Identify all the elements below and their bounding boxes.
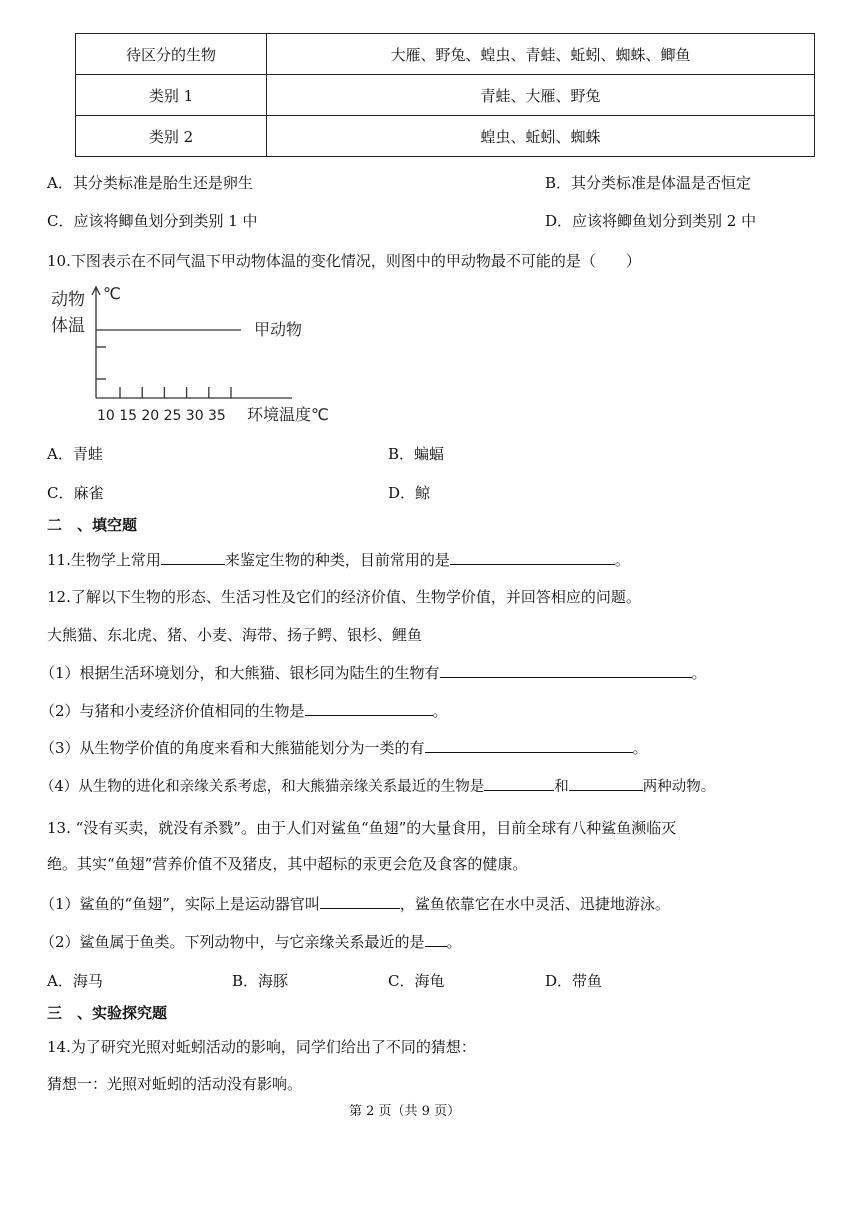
q11-text-a: 11.生物学上常用 xyxy=(47,551,161,569)
x-tick-label: 25 xyxy=(163,408,182,424)
q13-option-c: C．海龟 xyxy=(388,972,445,990)
q10-option-a: A．青蛙 xyxy=(47,445,103,463)
q13-part1-text-a: （1）鲨鱼的“鱼翅”，实际上是运动器官叫 xyxy=(40,895,320,913)
q12-part1-text: （1）根据生活环境划分，和大熊猫、银杉同为陆生的生物有 xyxy=(40,664,440,682)
q10-option-b: B．蝙蝠 xyxy=(388,445,445,463)
q14-stem: 14.为了研究光照对蚯蚓活动的影响，同学们给出了不同的猜想： xyxy=(47,1038,476,1056)
q12-part1 xyxy=(40,662,707,683)
x-tick-label: 30 xyxy=(185,408,204,424)
q13-part2-text: （2）鲨鱼属于鱼类。下列动物中，与它亲缘关系最近的是 xyxy=(40,933,425,951)
answer-blank[interactable] xyxy=(484,775,554,791)
q13-part2 xyxy=(40,931,462,952)
classification-table xyxy=(75,33,815,157)
q12-stem: 12.了解以下生物的形态、生活习性及它们的经济价值、生物学价值，并回答相应的问题。 xyxy=(47,588,641,606)
q13-part1 xyxy=(40,893,670,914)
q12-part4-text-b: 和 xyxy=(554,779,569,795)
section-title-experiment: 三 、实验探究题 xyxy=(47,1004,168,1022)
body-temperature-chart xyxy=(45,282,345,427)
x-tick-label: 15 xyxy=(119,408,138,424)
q9-option-d: D．应该将鲫鱼划分到类别 2 中 xyxy=(545,212,757,230)
table-row xyxy=(76,34,815,75)
table-row xyxy=(76,75,815,116)
answer-blank[interactable] xyxy=(425,931,447,947)
q12-organism-list: 大熊猫、东北虎、猪、小麦、海带、扬子鳄、银杉、鲤鱼 xyxy=(47,626,423,644)
q12-part3-end: 。 xyxy=(632,739,648,757)
q9-option-a: A．其分类标准是胎生还是卵生 xyxy=(47,174,253,192)
q12-part1-end: 。 xyxy=(691,664,707,682)
table-cell-label: 待区分的生物 xyxy=(76,34,267,75)
chart-ylabel-line1: 动物 xyxy=(51,290,85,310)
chart-x-ticks xyxy=(97,387,231,424)
q9-option-b: B．其分类标准是体温是否恒定 xyxy=(545,174,752,192)
q11-text-c: 。 xyxy=(614,551,630,569)
q13-option-d: D．带鱼 xyxy=(545,972,603,990)
q11-text-b: 来鉴定生物的种类，目前常用的是 xyxy=(224,551,450,569)
q13-option-a: A．海马 xyxy=(47,972,103,990)
x-tick-label: 20 xyxy=(141,408,160,424)
x-tick-label: 10 xyxy=(97,408,115,424)
q12-part4-text-c: 两种动物。 xyxy=(642,779,716,795)
series-label-jia: 甲动物 xyxy=(254,320,303,339)
answer-blank[interactable] xyxy=(569,775,643,791)
page-footer: 第 2 页（共 9 页） xyxy=(349,1104,461,1119)
table-cell-value: 蝗虫、蚯蚓、蜘蛛 xyxy=(267,116,815,157)
answer-blank[interactable] xyxy=(161,549,225,565)
q10-option-d: D．鲸 xyxy=(388,484,431,502)
section-title-fill-in: 二 、填空题 xyxy=(47,516,138,534)
answer-blank[interactable] xyxy=(440,662,692,678)
chart-y-unit: ℃ xyxy=(103,284,121,303)
q10-stem: 10.下图表示在不同气温下甲动物体温的变化情况，则图中的甲动物最不可能的是（ ） xyxy=(47,252,641,270)
x-tick-label: 35 xyxy=(208,408,226,424)
q13-stem-line1: 13. “没有买卖，就没有杀戮”。由于人们对鲨鱼“鱼翅”的大量食用，目前全球有八种鲨鱼濒临灭 xyxy=(47,819,677,837)
q12-part2-end: 。 xyxy=(432,702,448,720)
table-cell-value: 大雁、野兔、蝗虫、青蛙、蚯蚓、蜘蛛、鲫鱼 xyxy=(267,34,815,75)
table-cell-label: 类别 1 xyxy=(76,75,267,116)
q12-part3-text: （3）从生物学价值的角度来看和大熊猫能划分为一类的有 xyxy=(40,739,425,757)
answer-blank[interactable] xyxy=(320,893,400,909)
answer-blank[interactable] xyxy=(425,737,633,753)
q12-part3 xyxy=(40,737,648,758)
q11 xyxy=(47,549,630,570)
q12-part2 xyxy=(40,700,448,721)
q13-stem-line2: 绝。其实“鱼翅”营养价值不及猪皮，其中超标的汞更会危及食客的健康。 xyxy=(47,855,528,873)
q9-option-c: C．应该将鲫鱼划分到类别 1 中 xyxy=(47,212,258,230)
q12-part2-text: （2）与猪和小麦经济价值相同的生物是 xyxy=(40,702,305,720)
q13-part1-text-b: ，鲨鱼依靠它在水中灵活、迅捷地游泳。 xyxy=(399,895,670,913)
chart-xlabel: 环境温度℃ xyxy=(247,405,329,424)
q13-option-b: B．海豚 xyxy=(232,972,289,990)
q12-part4-text-a: （4）从生物的进化和亲缘关系考虑，和大熊猫亲缘关系最近的生物是 xyxy=(40,779,485,795)
chart-ylabel-line2: 体温 xyxy=(51,316,85,336)
q10-option-c: C．麻雀 xyxy=(47,484,104,502)
table-cell-value: 青蛙、大雁、野兔 xyxy=(267,75,815,116)
chart-axes xyxy=(92,287,292,398)
answer-blank[interactable] xyxy=(450,549,615,565)
q13-part2-end: 。 xyxy=(446,933,462,951)
q12-part4 xyxy=(40,775,715,796)
answer-blank[interactable] xyxy=(305,700,433,716)
q14-guess-1: 猜想一：光照对蚯蚓的活动没有影响。 xyxy=(47,1075,303,1093)
table-row xyxy=(76,116,815,157)
table-cell-label: 类别 2 xyxy=(76,116,267,157)
